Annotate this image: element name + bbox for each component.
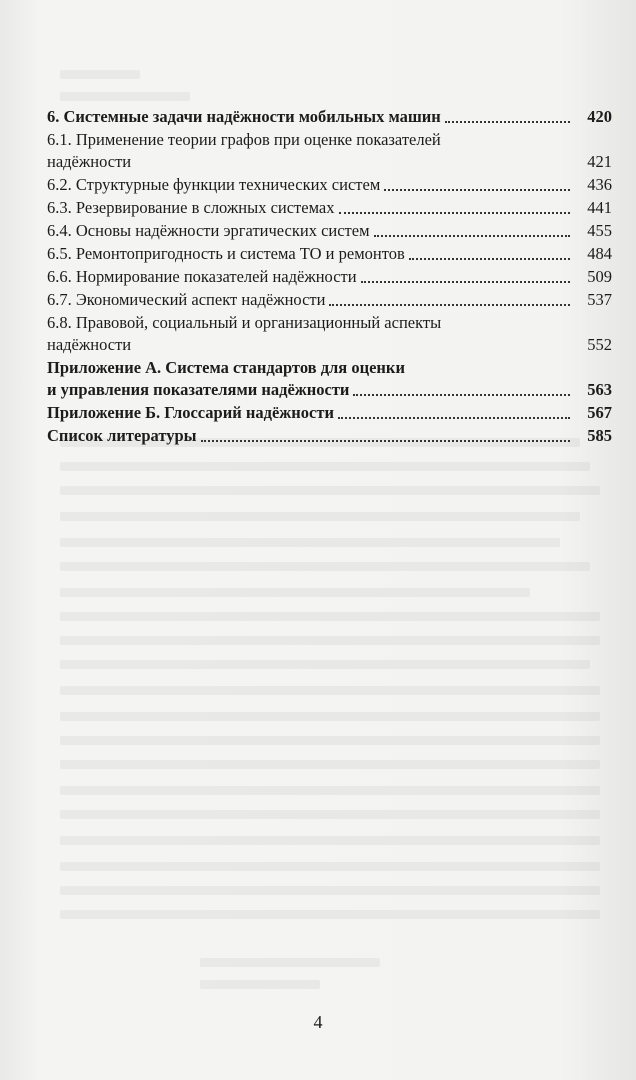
dot-leader (361, 281, 570, 283)
toc-entry-6-8[interactable] (47, 312, 612, 356)
toc-entry-page: 552 (587, 335, 612, 354)
toc-entry-6-1[interactable] (47, 129, 612, 173)
toc-entry-title: 6.5. Ремонтопригодность и система ТО и ремонтов (47, 244, 405, 263)
dot-leader (329, 304, 570, 306)
toc-entry-title-cont: и управления показателями надёжности (47, 380, 350, 399)
toc-entry-title: 6.2. Структурные функции технических систем (47, 175, 381, 194)
toc-entry-page: 585 (587, 426, 612, 445)
dot-leader (339, 212, 571, 214)
toc-entry-title: Приложение Б. Глоссарий надёжности (47, 403, 334, 422)
dot-leader (338, 417, 570, 419)
toc-entry-6-7[interactable] (47, 289, 612, 311)
toc-entry-title: 6.3. Резервирование в сложных системах (47, 198, 335, 217)
dot-leader (445, 121, 570, 123)
toc-entry-6-2[interactable] (47, 174, 612, 196)
toc-entry-title: Список литературы (47, 426, 197, 445)
toc-entry-6-5[interactable] (47, 243, 612, 265)
toc-entry-page: 509 (587, 267, 612, 286)
toc-entry-title: 6.8. Правовой, социальный и организационный аспекты (47, 313, 442, 332)
toc-entry-6-3[interactable] (47, 197, 612, 219)
toc-entry-page: 436 (587, 175, 612, 194)
toc-entry-appendix-b[interactable] (47, 402, 612, 424)
toc-entry-page: 455 (587, 221, 612, 240)
toc-entry-title: 6.1. Применение теории графов при оценке показателей (47, 130, 441, 149)
toc-entry-6-4[interactable] (47, 220, 612, 242)
toc-entry-6-6[interactable] (47, 266, 612, 288)
dot-leader (374, 235, 570, 237)
toc-entry-title-cont: надёжности (47, 335, 132, 354)
toc-entry-page: 563 (587, 380, 612, 399)
toc-entry-page: 420 (587, 107, 612, 126)
dot-leader (409, 258, 570, 260)
toc-entry-title-cont: надёжности (47, 152, 132, 171)
toc-entry-title: Приложение А. Система стандартов для оценки (47, 358, 405, 377)
toc-entry-appendix-a[interactable] (47, 357, 612, 401)
dot-leader (384, 189, 570, 191)
toc-entry-page: 421 (587, 152, 612, 171)
toc-entry-page: 567 (587, 403, 612, 422)
page-number: 4 (313, 1012, 323, 1032)
toc-entry-page: 537 (587, 290, 612, 309)
toc-entry-title: 6.7. Экономический аспект надёжности (47, 290, 326, 309)
toc-entry-references[interactable] (47, 425, 612, 447)
toc-entry-title: 6.6. Нормирование показателей надёжности (47, 267, 357, 286)
toc-entry-6[interactable] (47, 106, 612, 128)
dot-leader (353, 394, 570, 396)
toc-entry-title: 6. Системные задачи надёжности мобильных машин (47, 107, 441, 126)
table-of-contents (47, 106, 612, 448)
dot-leader (201, 440, 570, 442)
toc-entry-title: 6.4. Основы надёжности эргатических систем (47, 221, 370, 240)
toc-entry-page: 484 (587, 244, 612, 263)
toc-entry-page: 441 (587, 198, 612, 217)
